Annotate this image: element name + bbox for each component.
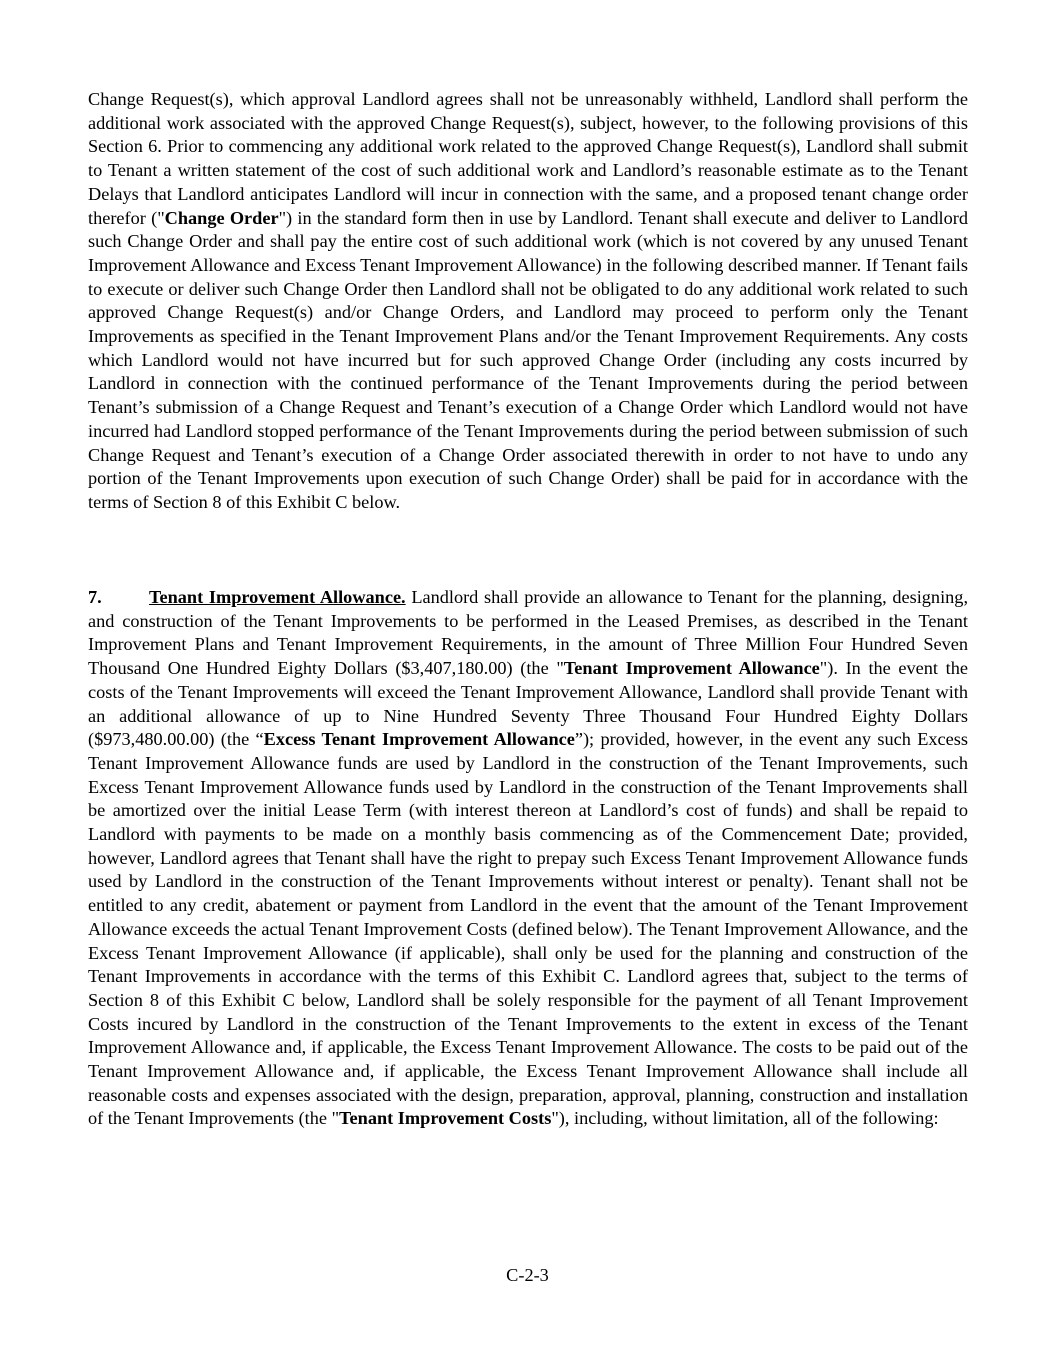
paragraph-section-6-continued: [88, 88, 968, 515]
defined-term-tenant-improvement-costs: Tenant Improvement Costs: [339, 1108, 552, 1129]
paragraph-text: ”); provided, however, in the event any such Excess Tenant Improvement Allowance funds are used by Landlord in the construction of the Tenant Improvements, such Excess Tenant Improvement Allowance funds used by Landlord in the construction of the Tenant Improvements shall be amortized over the initial Lease Term (with interest thereon at Landlord’s cost of funds) and shall be repaid to Landlord with payments to be made on a monthly basis commencing as of the Commencement Date; provided, however, Landlord agrees that Tenant shall have the right to prepay such Excess Tenant Improvement Allowance funds used by Landlord in the construction of the Tenant Improvements without interest or penalty). Tenant shall not be entitled to any credit, abatement or payment from Landlord in the event that the amount of the Tenant Improvement Allowance exceeds the actual Tenant Improvement Costs (defined below). The Tenant Improvement Allowance, and the Excess Tenant Improvement Allowance (if applicable), shall only be used for the planning and construction of the Tenant Improvements in accordance with the terms of this Exhibit C. Landlord agrees that, subject to the terms of Section 8 of this Exhibit C below, Landlord shall be solely responsible for the payment of all Tenant Improvement Costs incured by Landlord in the construction of the Tenant Improvements to the extent in excess of the Tenant Improvement Allowance and, if applicable, the Excess Tenant Improvement Allowance. The costs to be paid out of the Tenant Improvement Allowance and, if applicable, the Excess Tenant Improvement Allowance shall include all reasonable costs and expenses associated with the design, preparation, approval, planning, construction and installation of the Tenant Improvements (the ": [88, 729, 968, 1129]
section-heading: Tenant Improvement Allowance.: [149, 587, 406, 607]
defined-term-excess-tenant-improvement-allowance: Excess Tenant Improvement Allowance: [263, 729, 575, 750]
defined-term-change-order: Change Order: [164, 207, 279, 228]
defined-term-tenant-improvement-allowance: Tenant Improvement Allowance: [563, 658, 820, 679]
paragraph-text: "), including, without limitation, all of the following:: [551, 1108, 939, 1129]
page-number: C-2-3: [506, 1265, 549, 1285]
section-number: 7.: [88, 587, 102, 607]
section-7-paragraph: [88, 586, 968, 1131]
paragraph-text: ") in the standard form then in use by Landlord. Tenant shall execute and deliver to Landlord such Change Order and shall pay the entire cost of such additional work (which is not covered by any unused Tenant Improvement Allowance and Excess Tenant Improvement Allowance) in the following described manner. If Tenant fails to execute or deliver such Change Order then Landlord shall not be obligated to do any additional work related to such approved Change Request(s) and/or Change Orders, and Landlord may proceed to perform only the Tenant Improvements as specified in the Tenant Improvement Plans and/or the Tenant Improvement Requirements. Any costs which Landlord would not have incurred but for such approved Change Order (including any costs incurred by Landlord in connection with the continued performance of the Tenant Improvements during the period between Tenant’s submission of a Change Request and Tenant’s execution of a Change Order which Landlord would not have incurred had Landlord stopped performance of the Tenant Improvements during the period between submission of such Change Request and Tenant’s execution of a Change Order associated therewith in order to not have to undo any portion of the Tenant Improvements upon execution of such Change Order) shall be paid for in accordance with the terms of Section 8 of this Exhibit C below.: [88, 207, 968, 512]
paragraph-text: "). In the event the costs of the Tenant Improvements will exceed the Tenant Improvement Allowance, Landlord shall provide Tenant with an additional allowance of up to Nine Hundred Seventy Three Thousand Four Hundred Eighty Dollars ($973,480.00.00) (the “: [88, 658, 968, 750]
paragraph-text: Change Request(s), which approval Landlord agrees shall not be unreasonably withheld, Landlord shall perform the additional work associated with the approved Change Request(s), subject, however, to the following provisions of this Section 6. Prior to commencing any additional work related to the approved Change Request(s), Landlord shall submit to Tenant a written statement of the cost of such additional work and Landlord’s reasonable estimate as to the Tenant Delays that Landlord anticipates Landlord will incur in connection with the same, and a proposed tenant change order therefor (": [88, 89, 968, 228]
paragraph-text: Landlord shall provide an allowance to Tenant for the planning, designing, and construction of the Tenant Improvements to be performed in the Leased Premises, as described in the Tenant Improvement Plans and Tenant Improvement Requirements, in the amount of Three Million Four Hundred Seven Thousand One Hundred Eighty Dollars ($3,407,180.00) (the ": [88, 587, 969, 679]
